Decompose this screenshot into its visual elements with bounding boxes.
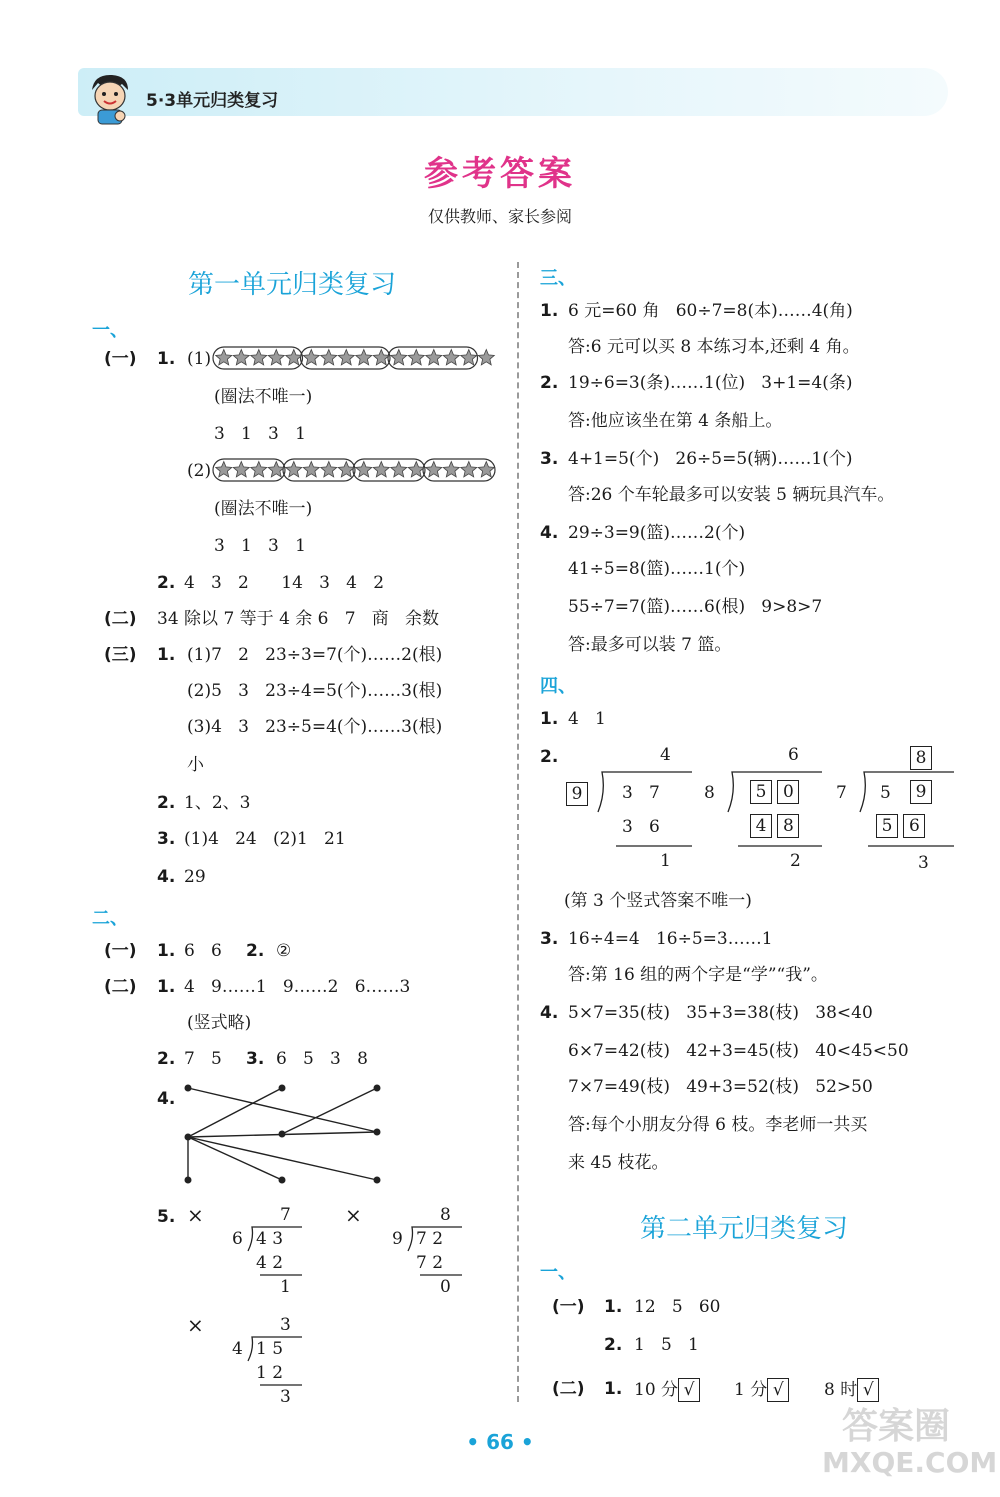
question-number: 4. (157, 1089, 176, 1109)
answer-row: 4 1 (568, 709, 606, 729)
remainder: 0 (440, 1277, 451, 1297)
answer-statement: 答:每个小朋友分得 6 枝。李老师一共买 (568, 1115, 868, 1135)
answer-statement: 答:最多可以装 7 篮。 (568, 635, 732, 655)
answer-row: 1 5 1 (634, 1335, 699, 1355)
vertical-division-1 (566, 744, 696, 874)
question-number: 2. (157, 1049, 176, 1069)
check-mark-box: √ (857, 1378, 879, 1402)
quotient: 3 (280, 1315, 291, 1335)
dividend: 1 5 (256, 1339, 284, 1359)
stars-circled-row-1 (212, 344, 502, 372)
answer-row: (2)5 3 23÷4=5(个)……3(根) (187, 681, 443, 701)
question-label: (一) (552, 1297, 585, 1317)
star-icon (356, 462, 372, 477)
check-item-label: 1 分 (734, 1380, 768, 1400)
quotient: 7 (280, 1205, 291, 1225)
answer-box: 6 (903, 814, 925, 838)
star-icon (408, 462, 424, 477)
answer-box: 8 (777, 814, 799, 838)
part-label: 四、 (540, 676, 576, 697)
question-number: 1. (604, 1379, 623, 1399)
answer-statement: 答:他应该坐在第 4 条船上。 (568, 411, 783, 431)
divisor: 7 (836, 783, 847, 803)
star-icon (373, 462, 389, 477)
divisor (566, 782, 588, 806)
question-number: 1. (540, 709, 559, 729)
quotient-box (910, 746, 932, 770)
question-number: 2. (246, 941, 265, 961)
question-number: 2. (604, 1335, 623, 1355)
division-bracket (596, 770, 696, 850)
long-division-1 (232, 1204, 312, 1304)
watermark-logo: 答案圈 (842, 1406, 951, 1447)
question-number: 2. (540, 373, 559, 393)
question-number: 1. (157, 349, 176, 369)
star-icon (268, 462, 284, 477)
star-icon (286, 462, 302, 477)
star-icon (478, 462, 494, 477)
question-number: 3. (540, 449, 559, 469)
star-icon (391, 462, 407, 477)
matching-lines-diagram (180, 1080, 390, 1190)
answer-row: (1)7 2 23÷3=7(个)……2(根) (187, 645, 443, 665)
answer-row: 3 1 3 1 (214, 424, 306, 444)
cartoon-boy-icon (82, 70, 138, 126)
divisor: 9 (392, 1229, 403, 1249)
section-title-unit2: 第二单元归类复习 (640, 1214, 849, 1244)
question-number: 5. (157, 1207, 176, 1227)
star-icon (373, 350, 389, 365)
star-icon (321, 350, 337, 365)
star-icon (391, 350, 407, 365)
star-icon (443, 350, 459, 365)
subtrahend: 7 2 (416, 1253, 444, 1273)
remainder: 2 (790, 851, 801, 871)
column-divider (517, 262, 519, 1402)
question-label: (二) (104, 977, 137, 997)
star-icon (251, 462, 267, 477)
check-mark-box: √ (767, 1378, 789, 1402)
answer-statement: 答:26 个车轮最多可以安装 5 辆玩具汽车。 (568, 485, 895, 505)
answer-row: 12 5 60 (634, 1297, 721, 1317)
remainder: 1 (280, 1277, 291, 1297)
division-bracket (726, 770, 826, 850)
dividend-first: 5 (880, 783, 891, 803)
question-number: 1. (157, 977, 176, 997)
star-icon (233, 462, 249, 477)
answer-row: 34 除以 7 等于 4 余 6 7 商 余数 (157, 609, 439, 629)
answer-row: 小 (187, 755, 204, 775)
wrong-mark: × (187, 1313, 204, 1337)
note: (第 3 个竖式答案不唯一) (564, 891, 752, 911)
answer-box: 8 (910, 746, 932, 770)
star-icon (443, 462, 459, 477)
question-number: 4. (540, 523, 559, 543)
question-number: 3. (246, 1049, 265, 1069)
question-number: 2. (540, 747, 559, 767)
answer-box: 4 (750, 814, 772, 838)
sub-label: (2) (187, 461, 212, 481)
part-label: 三、 (540, 268, 576, 289)
star-icon (338, 350, 354, 365)
page-title: 参考答案 (424, 154, 576, 194)
answer-statement: 来 45 枝花。 (568, 1153, 669, 1173)
question-label: (二) (552, 1379, 585, 1399)
answer-row: 29÷3=9(篮)……2(个) (568, 523, 746, 543)
wrong-mark: × (187, 1203, 204, 1227)
question-number: 2. (157, 793, 176, 813)
star-icon (461, 350, 477, 365)
question-number: 3. (157, 829, 176, 849)
subtrahend: 1 2 (256, 1363, 284, 1383)
check-item (634, 1378, 700, 1402)
remainder: 1 (660, 851, 671, 871)
answer-row: 6 元=60 角 60÷7=8(本)……4(角) (568, 301, 853, 321)
answer-row: 1、2、3 (184, 793, 251, 813)
division-bracket (404, 1225, 464, 1277)
question-number: 4. (157, 867, 176, 887)
subtrahend: 4 2 (256, 1253, 284, 1273)
question-number: 1. (604, 1297, 623, 1317)
answer-row: 5×7=35(枝) 35+3=38(枝) 38<40 (568, 1003, 873, 1023)
answer-row: ② (276, 941, 292, 961)
stars-circled-row-2 (212, 456, 502, 484)
answer-box: 9 (566, 782, 588, 806)
question-label: (一) (104, 349, 137, 369)
star-icon (303, 350, 319, 365)
wrong-mark: × (345, 1203, 362, 1227)
question-label: (三) (104, 645, 137, 665)
vertical-division-3 (836, 744, 966, 874)
remainder: 3 (918, 853, 929, 873)
star-icon (338, 462, 354, 477)
long-division-3 (232, 1314, 312, 1414)
remainder: 3 (280, 1387, 291, 1407)
dividend: 4 3 (256, 1229, 284, 1249)
answer-row: 4 9……1 9……2 6……3 (184, 977, 411, 997)
division-bracket (244, 1225, 304, 1277)
answer-row: 6 6 (184, 941, 222, 961)
answer-row: 3 1 3 1 (214, 536, 306, 556)
star-icon (251, 350, 267, 365)
divisor: 8 (704, 783, 715, 803)
answer-row: 55÷7=7(篮)……6(根) 9>8>7 (568, 597, 823, 617)
answer-row: 7×7=49(枝) 49+3=52(枝) 52>50 (568, 1077, 873, 1097)
division-bracket (858, 770, 958, 850)
answer-row: 16÷4=4 16÷5=3……1 (568, 929, 773, 949)
answer-row: 19÷6=3(条)……1(位) 3+1=4(条) (568, 373, 853, 393)
answer-row: 41÷5=8(篮)……1(个) (568, 559, 746, 579)
divisor: 6 (232, 1229, 243, 1249)
answer-box: 5 (876, 814, 898, 838)
watermark-url: MXQE.COM (822, 1446, 998, 1479)
answer-box: 0 (777, 780, 799, 804)
part-label: 二、 (92, 908, 128, 929)
answer-row: 29 (184, 867, 206, 887)
star-icon (233, 350, 249, 365)
divisor: 4 (232, 1339, 243, 1359)
star-icon (461, 462, 477, 477)
star-icon (426, 462, 442, 477)
subtrahend: 3 6 (622, 817, 660, 837)
sub-label: (1) (187, 349, 212, 369)
page-number: • 66 • (466, 1430, 534, 1454)
part-label: 一、 (92, 320, 128, 341)
note: (圈法不唯一) (214, 499, 313, 519)
check-item-label: 8 时 (824, 1380, 858, 1400)
star-icon (216, 462, 232, 477)
division-bracket (244, 1335, 304, 1387)
star-icon (286, 350, 302, 365)
section-title-unit1: 第一单元归类复习 (188, 270, 397, 300)
question-number: 2. (157, 573, 176, 593)
question-number: 1. (540, 301, 559, 321)
check-mark-box: √ (678, 1378, 700, 1402)
star-icon (408, 350, 424, 365)
part-label: 一、 (540, 1262, 576, 1283)
answer-row: 6×7=42(枝) 42+3=45(枝) 40<45<50 (568, 1041, 909, 1061)
answer-row: (3)4 3 23÷5=4(个)……3(根) (187, 717, 443, 737)
quotient: 8 (440, 1205, 451, 1225)
star-icon (216, 350, 232, 365)
question-label: (一) (104, 941, 137, 961)
quotient: 4 (660, 745, 671, 765)
star-icon (268, 350, 284, 365)
question-label: (二) (104, 609, 137, 629)
check-item-label: 10 分 (634, 1380, 679, 1400)
answer-row: 7 5 (184, 1049, 222, 1069)
answer-box: 9 (910, 780, 932, 804)
answer-statement: 答:6 元可以买 8 本练习本,还剩 4 角。 (568, 337, 860, 357)
dividend: 3 7 (622, 783, 660, 803)
dividend: 7 2 (416, 1229, 444, 1249)
star-icon (426, 350, 442, 365)
check-item (734, 1378, 789, 1402)
long-division-2 (392, 1204, 472, 1304)
star-icon (356, 350, 372, 365)
question-number: 4. (540, 1003, 559, 1023)
answer-box: 5 (750, 780, 772, 804)
question-number: 1. (157, 645, 176, 665)
note: (竖式略) (187, 1013, 252, 1033)
vertical-division-2 (704, 744, 834, 874)
answer-row: 4+1=5(个) 26÷5=5(辆)……1(个) (568, 449, 853, 469)
star-icon (321, 462, 337, 477)
page-subtitle: 仅供教师、家长参阅 (427, 207, 572, 226)
quotient: 6 (788, 745, 799, 765)
answer-row: 4 3 2 14 3 4 2 (184, 573, 385, 593)
star-icon (478, 350, 494, 365)
answer-row: 6 5 3 8 (276, 1049, 368, 1069)
question-number: 1. (157, 941, 176, 961)
answer-row: (1)4 24 (2)1 21 (184, 829, 346, 849)
series-title: 5·3单元归类复习 (146, 91, 279, 111)
question-number: 3. (540, 929, 559, 949)
note: (圈法不唯一) (214, 387, 313, 407)
answer-statement: 答:第 16 组的两个字是“学”“我”。 (568, 965, 828, 985)
star-icon (303, 462, 319, 477)
